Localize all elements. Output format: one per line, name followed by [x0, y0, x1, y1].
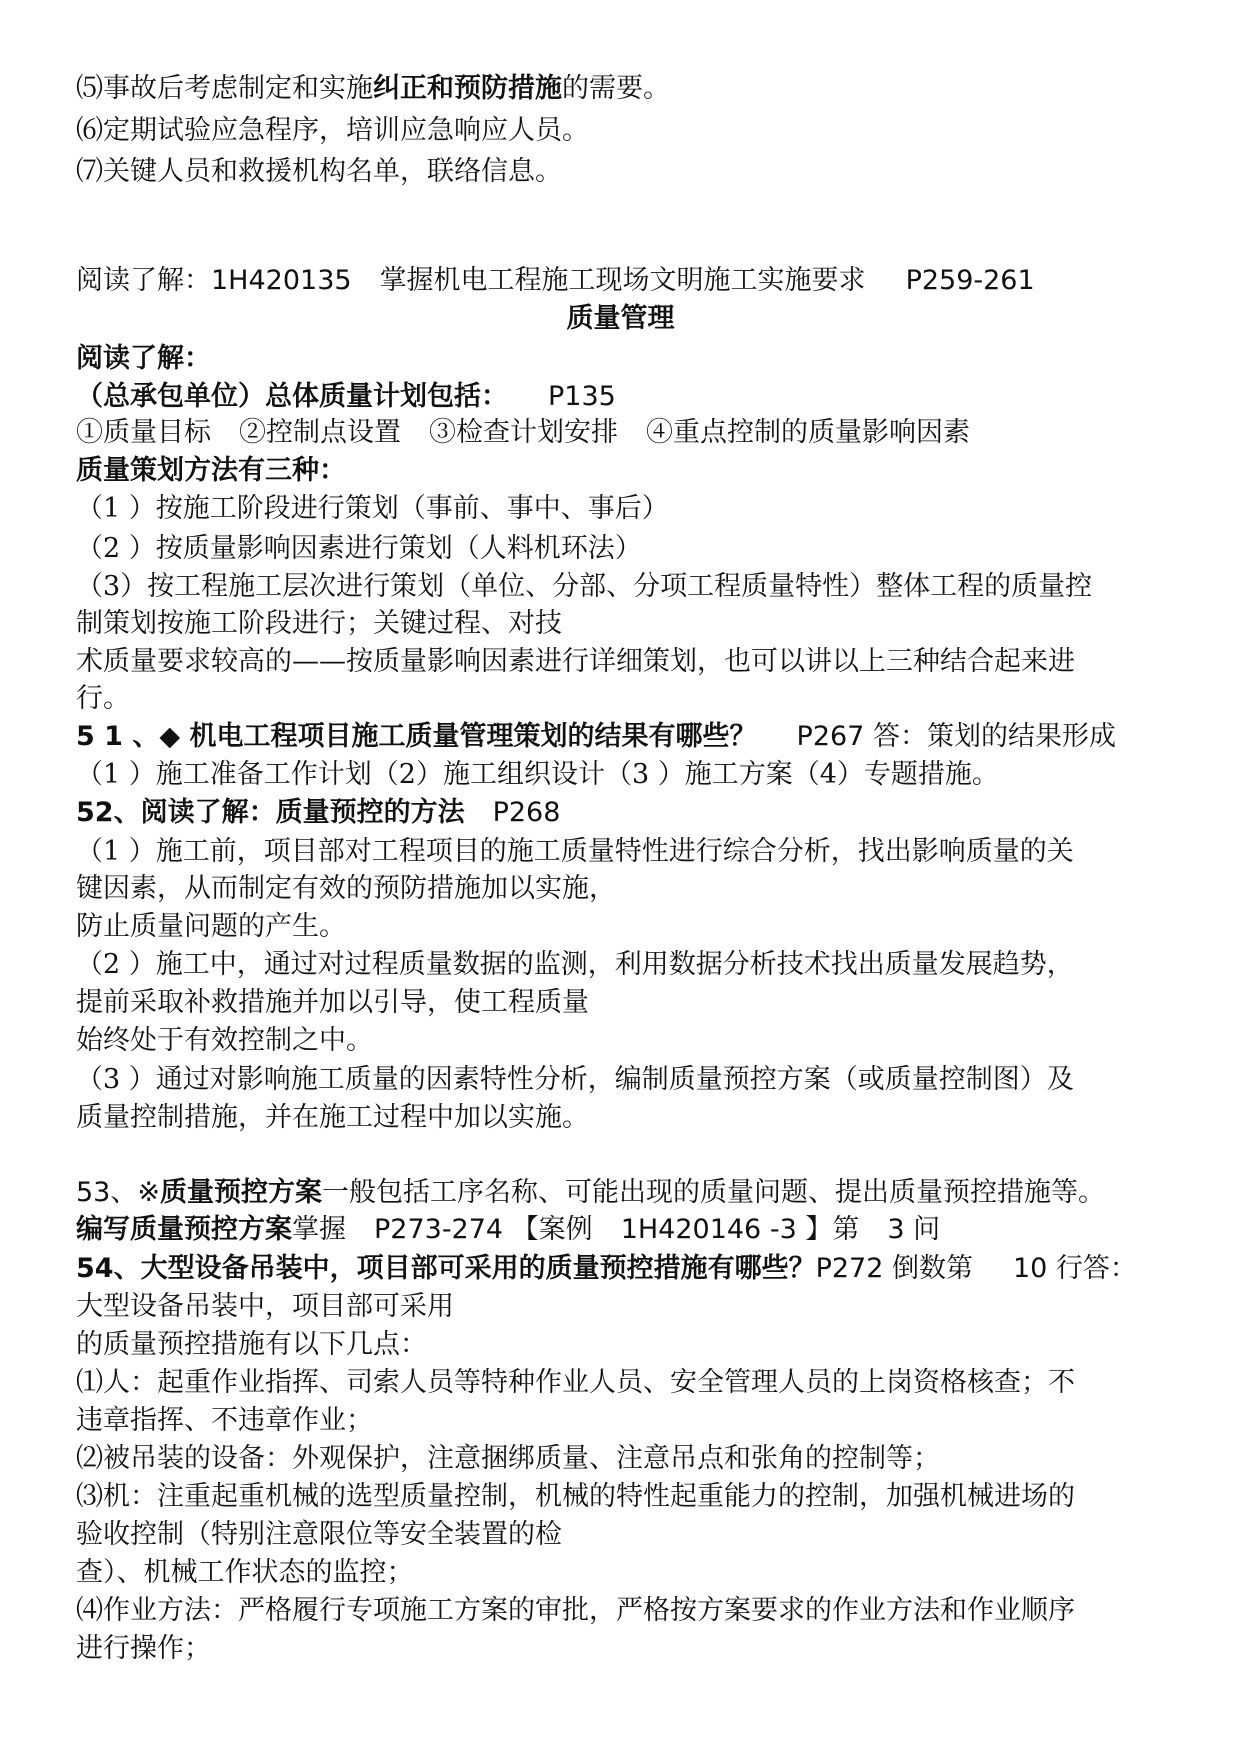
q52-p2-line-2: 提前采取补救措施并加以引导，使工程质量 — [76, 987, 589, 1018]
q52-heading: 52、阅读了解：质量预控的方法 P268 — [76, 797, 561, 828]
q54-heading: 54、大型设备吊装中，项目部可采用的质量预控措施有哪些？P272 倒数第 10 行答： — [76, 1253, 1137, 1284]
q54-b3-line-1: ⑶机：注重起重机械的选型质量控制，机械的特性起重能力的控制，加强机械进场的 — [76, 1481, 1075, 1512]
q53-line-1: 53、※质量预控方案一般包括工序名称、可能出现的质量问题、提出质量预控措施等。 — [76, 1177, 1105, 1208]
q52-p3-line-2: 质量控制措施，并在施工过程中加以实施。 — [76, 1102, 589, 1133]
q52-p2-line-3: 始终处于有效控制之中。 — [76, 1025, 373, 1056]
q52-p2-line-1: （2 ）施工中，通过对过程质量数据的监测，利用数据分析技术找出质量发展趋势， — [76, 949, 1074, 980]
q52-p3-line-1: （3 ）通过对影响施工质量的因素特性分析，编制质量预控方案（或质量控制图）及 — [76, 1064, 1074, 1095]
q51-answer: （1 ）施工准备工作计划（2）施工组织设计（3 ）施工方案（4）专题措施。 — [76, 759, 999, 790]
methods-title: 质量策划方法有三种： — [76, 455, 346, 486]
method-2: （2 ）按质量影响因素进行策划（人料机环法） — [76, 533, 642, 564]
method-3-line-3: 术质量要求较高的——按质量影响因素进行详细策划，也可以讲以上三种结合起来进 — [76, 646, 1075, 677]
method-3-line-1: （3）按工程施工层次进行策划（单位、分部、分项工程质量特性）整体工程的质量控 — [76, 571, 1093, 602]
quality-plan-items: ①质量目标 ②控制点设置 ③检查计划安排 ④重点控制的质量影响因素 — [76, 417, 970, 448]
q51-heading: 5 1 、◆ 机电工程项目施工质量管理策划的结果有哪些？ P267 答：策划的结果形成 — [76, 721, 1116, 752]
q54-b1-line-2: 违章指挥、不违章作业； — [76, 1405, 373, 1436]
q54-answer-line-1: 大型设备吊装中，项目部可采用 — [76, 1291, 454, 1322]
read-header: 阅读了解： — [76, 343, 211, 374]
q54-b4-line-1: ⑷作业方法：严格履行专项施工方案的审批，严格按方案要求的作业方法和作业顺序 — [76, 1595, 1075, 1626]
method-1: （1 ）按施工阶段进行策划（事前、事中、事后） — [76, 493, 669, 524]
q54-b3-line-2: 验收控制（特别注意限位等安全装置的检 — [76, 1519, 562, 1550]
q54-answer-line-2: 的质量预控措施有以下几点： — [76, 1329, 427, 1360]
method-3-line-2: 制策划按施工阶段进行；关键过程、对技 — [76, 608, 562, 639]
q52-p1-line-2: 键因素，从而制定有效的预防措施加以实施， — [76, 873, 616, 904]
q53-line-2: 编写质量预控方案掌握 P273-274 【案例 1H420146 -3 】第 3 问 — [76, 1214, 941, 1245]
reading-note: 阅读了解：1H420135 掌握机电工程施工现场文明施工实施要求 P259-261 — [76, 265, 1035, 296]
q54-b3-line-3: 查）、机械工作状态的监控； — [76, 1557, 414, 1588]
bold-phrase: 纠正和预防措施 — [373, 73, 562, 104]
line-item-6: ⑹定期试验应急程序，培训应急响应人员。 — [76, 115, 589, 146]
q54-b2: ⑵被吊装的设备：外观保护，注意捆绑质量、注意吊点和张角的控制等； — [76, 1443, 940, 1474]
q54-b1-line-1: ⑴人：起重作业指挥、司索人员等特种作业人员、安全管理人员的上岗资格核查；不 — [76, 1367, 1075, 1398]
section-title: 质量管理 — [566, 303, 675, 334]
line-item-5: ⑸事故后考虑制定和实施纠正和预防措施的需要。 — [76, 73, 670, 104]
q52-p1-line-3: 防止质量问题的产生。 — [76, 911, 346, 942]
q52-p1-line-1: （1 ）施工前，项目部对工程项目的施工质量特性进行综合分析，找出影响质量的关 — [76, 836, 1074, 867]
line-item-7: ⑺关键人员和救援机构名单，联络信息。 — [76, 156, 562, 187]
quality-plan-heading: （总承包单位）总体质量计划包括： P135 — [76, 381, 616, 412]
method-3-line-4: 行。 — [76, 683, 130, 714]
q54-b4-line-2: 进行操作； — [76, 1633, 211, 1664]
